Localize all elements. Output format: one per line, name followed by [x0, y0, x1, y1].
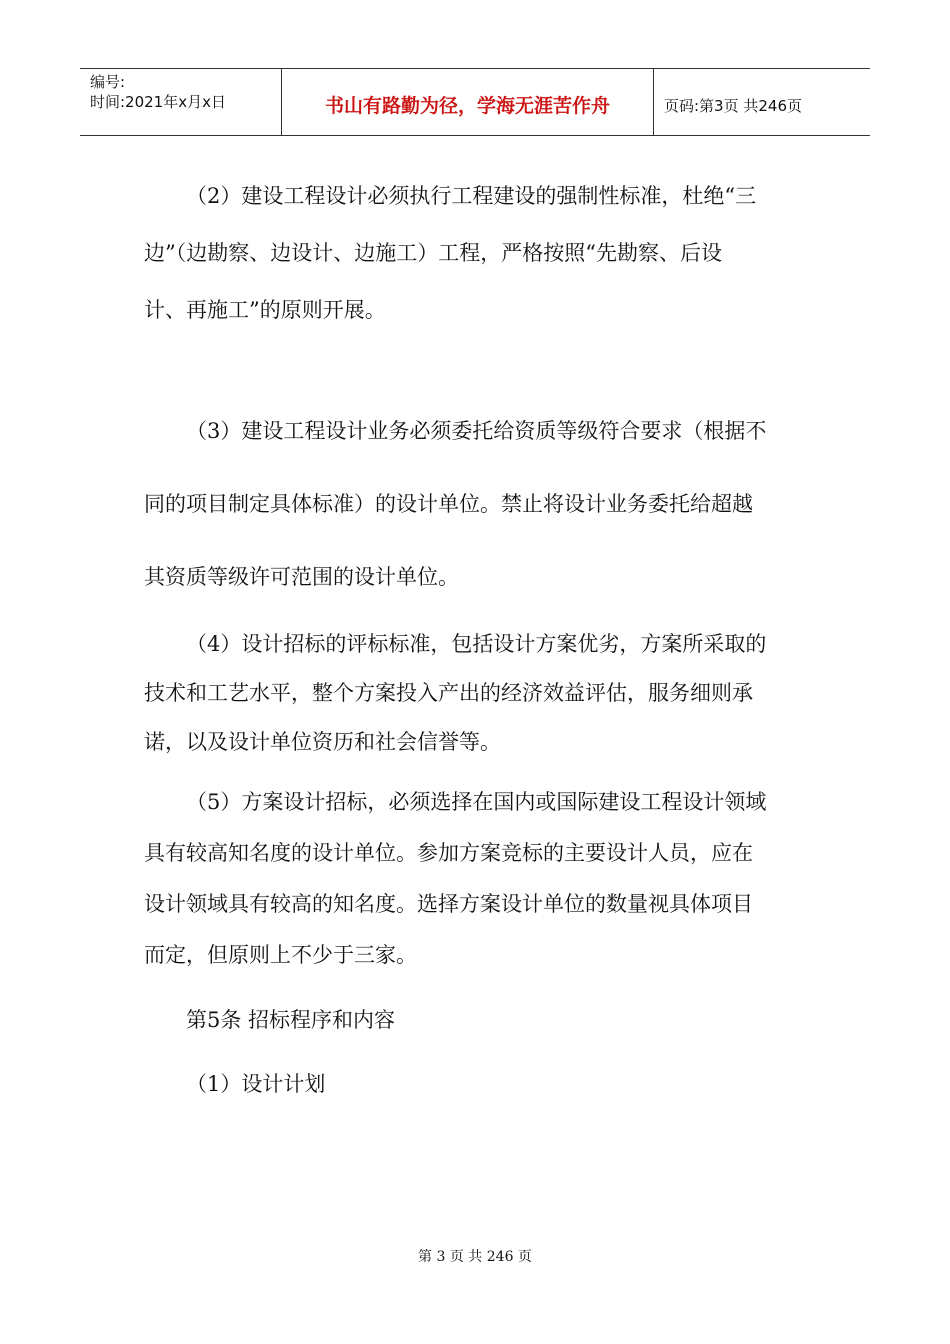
page-header	[80, 68, 870, 136]
paragraph-line: 技术和工艺水平，整个方案投入产出的经济效益评估，服务细则承	[144, 681, 753, 705]
paragraph-item-5	[144, 777, 814, 981]
paragraph-line: 诺，以及设计单位资历和社会信誉等。	[144, 730, 501, 754]
paragraph-item-3	[144, 395, 814, 614]
subsection-heading	[144, 1064, 814, 1104]
paragraph-line: 同的项目制定具体标准）的设计单位。禁止将设计业务委托给超越	[144, 492, 753, 516]
article-heading	[144, 1000, 814, 1040]
paragraph-line: 其资质等级许可范围的设计单位。	[144, 565, 459, 589]
paragraph-line: （2）建设工程设计必须执行工程建设的强制性标准，杜绝“三	[186, 184, 757, 208]
article-heading-text: 第5条 招标程序和内容	[186, 1008, 396, 1032]
header-page-info: 页码:第3页 共246页	[664, 97, 802, 115]
paragraph-line: 设计领域具有较高的知名度。选择方案设计单位的数量视具体项目	[144, 892, 753, 916]
paragraph-line: （4）设计招标的评标标准，包括设计方案优劣，方案所采取的	[186, 632, 767, 656]
subsection-heading-text: （1）设计计划	[186, 1072, 326, 1096]
page-footer	[0, 1246, 950, 1266]
paragraph-line: （5）方案设计招标，必须选择在国内或国际建设工程设计领域	[186, 790, 767, 814]
paragraph-item-4	[144, 620, 814, 767]
paragraph-line: 边”（边勘察、边设计、边施工）工程，严格按照“先勘察、后设	[144, 241, 722, 265]
paragraph-item-2	[144, 168, 814, 339]
document-date-label: 时间:2021年x月x日	[90, 93, 226, 111]
paragraph-line: 具有较高知名度的设计单位。参加方案竞标的主要设计人员，应在	[144, 841, 753, 865]
motto-text: 书山有路勤为径，学海无涯苦作舟	[324, 95, 610, 117]
header-info-cell	[80, 69, 282, 135]
paragraph-line: 而定，但原则上不少于三家。	[144, 943, 417, 967]
header-page-cell	[654, 69, 870, 135]
footer-page-number: 第 3 页 共 246 页	[418, 1249, 532, 1265]
paragraph-line: （3）建设工程设计业务必须委托给资质等级符合要求（根据不	[186, 419, 767, 443]
document-number-label: 编号:	[90, 73, 126, 91]
paragraph-line: 计、再施工”的原则开展。	[144, 298, 386, 322]
header-motto-cell	[282, 69, 654, 135]
